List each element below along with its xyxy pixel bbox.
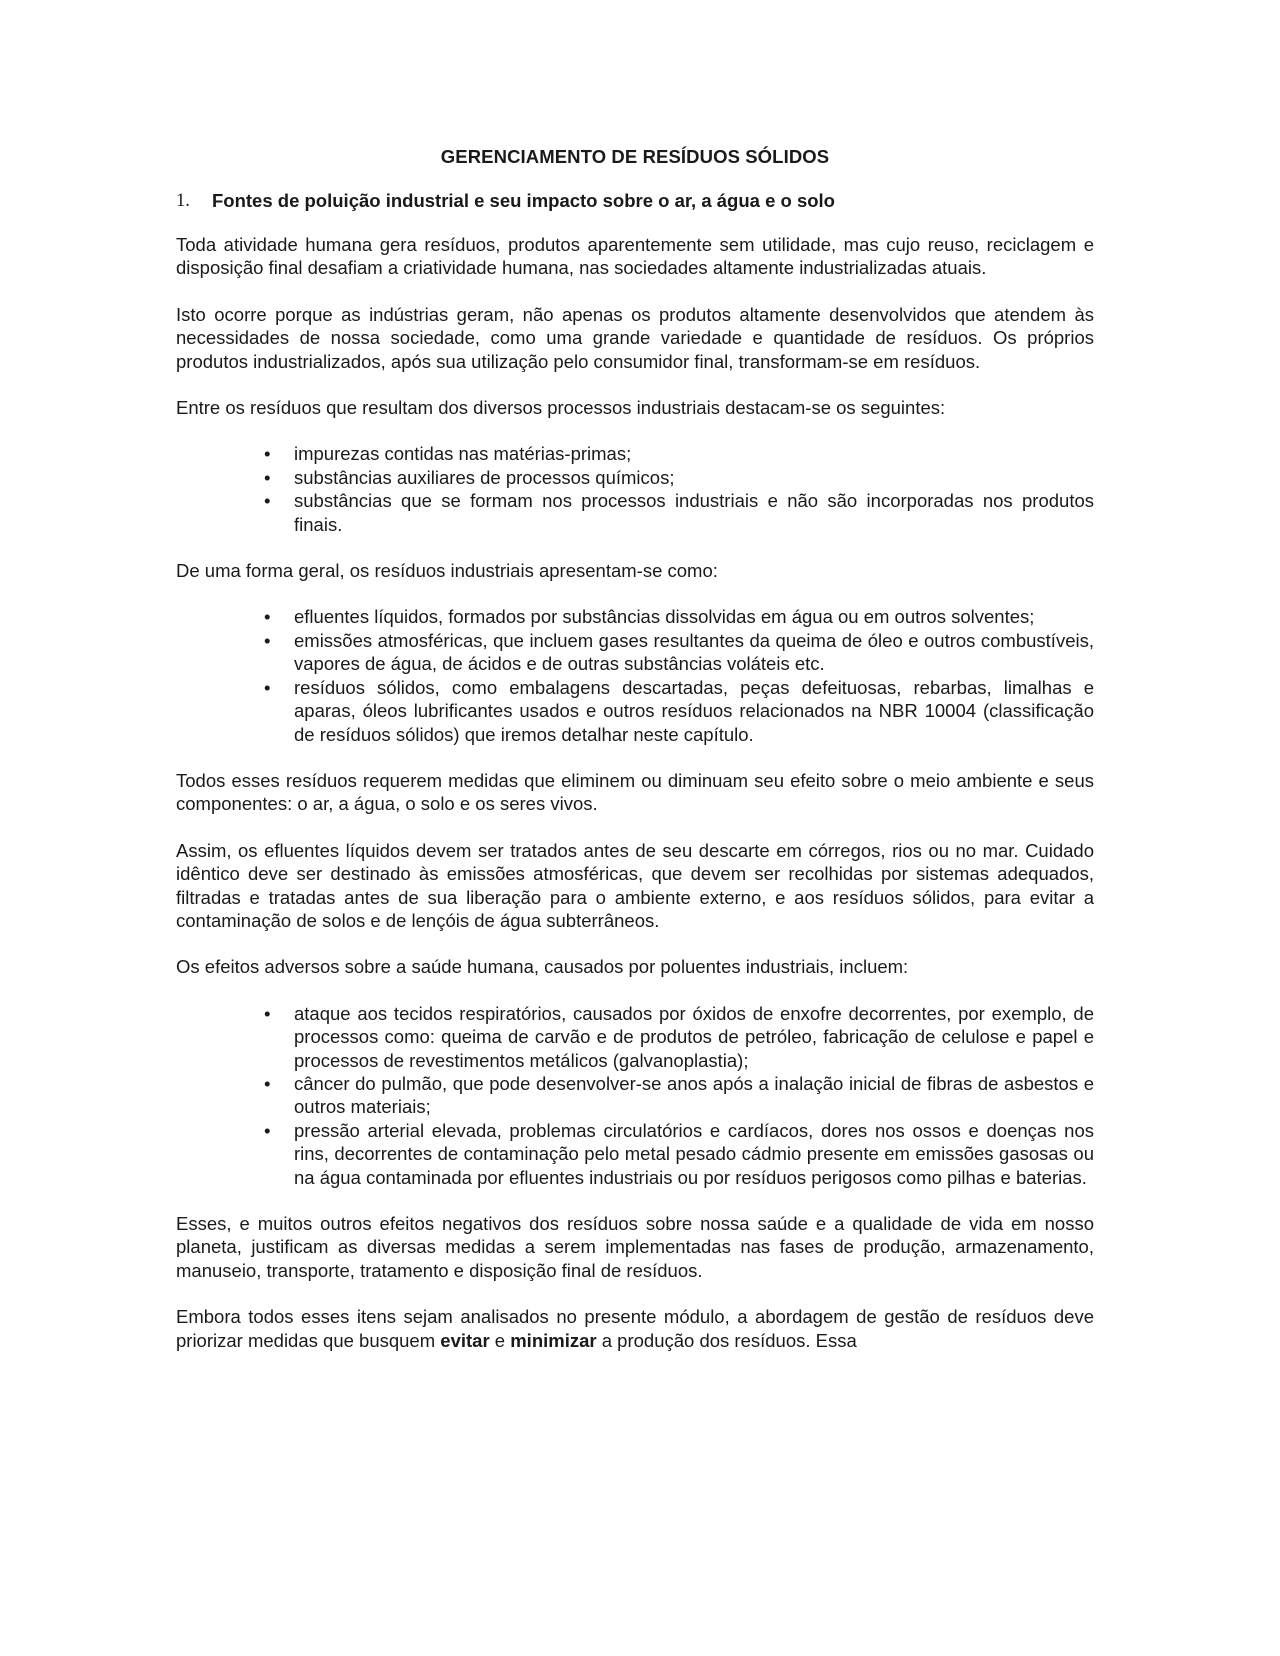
list-item xyxy=(264,466,1094,489)
section-heading xyxy=(176,189,1094,213)
section-title: Fontes de poluição industrial e seu impacto sobre o ar, a água e o solo xyxy=(212,190,835,211)
list-waste-forms xyxy=(176,605,1094,745)
bullet-icon: • xyxy=(264,629,271,651)
list-item-text: resíduos sólidos, como embalagens descartadas, peças defeituosas, rebarbas, limalhas e aparas, óleos lubrificantes usados e outros resíduos relacionados na NBR 10004 (classificação de resíduos sólidos) que iremos detalhar neste capítulo. xyxy=(294,676,1094,745)
bullet-icon: • xyxy=(264,1002,271,1024)
bullet-icon: • xyxy=(264,676,271,698)
paragraph-9-text-2: e xyxy=(489,1329,511,1351)
emphasis-minimizar: minimizar xyxy=(510,1329,597,1351)
list-item xyxy=(264,1119,1094,1189)
list-item xyxy=(264,442,1094,465)
paragraph-1: Toda atividade humana gera resíduos, produtos aparentemente sem utilidade, mas cujo reuso, reciclagem e disposição final desafiam a criatividade humana, nas sociedades altamente industrializadas atuais. xyxy=(176,234,1094,279)
paragraph-8: Esses, e muitos outros efeitos negativos dos resíduos sobre nossa saúde e a qualidade de vida em nosso planeta, justificam as diversas medidas a serem implementadas nas fases de produção, armazenamento, manuseio, transporte, tratamento e disposição final de resíduos. xyxy=(176,1213,1094,1281)
document-page xyxy=(176,145,1094,1375)
list-item-text: substâncias auxiliares de processos químicos; xyxy=(294,466,675,488)
list-item xyxy=(264,489,1094,536)
bullet-icon: • xyxy=(264,490,271,512)
bullet-icon: • xyxy=(264,1119,271,1141)
paragraph-9-text-1: Embora todos esses itens sejam analisados no presente módulo, a abordagem de gestão de resíduos deve priorizar medidas que busquem xyxy=(176,1306,1094,1351)
paragraph-9 xyxy=(176,1305,1094,1352)
bullet-icon: • xyxy=(264,443,271,465)
paragraph-4: De uma forma geral, os resíduos industriais apresentam-se como: xyxy=(176,560,718,582)
emphasis-evitar: evitar xyxy=(440,1329,490,1351)
list-health-effects xyxy=(176,1002,1094,1189)
section-number: 1. xyxy=(176,191,190,211)
paragraph-9-text-3: a produção dos resíduos. Essa xyxy=(596,1329,857,1351)
bullet-icon: • xyxy=(264,466,271,488)
list-item xyxy=(264,629,1094,676)
list-item xyxy=(264,605,1094,628)
list-item-text: impurezas contidas nas matérias-primas; xyxy=(294,443,632,465)
list-item xyxy=(264,1002,1094,1072)
list-item xyxy=(264,676,1094,746)
paragraph-2: Isto ocorre porque as indústrias geram, não apenas os produtos altamente desenvolvidos que atendem às necessidades de nossa sociedade, como uma grande variedade e quantidade de resíduos. Os próprios produtos industrializados, após sua utilização pelo consumidor final, transformam-se em resíduos. xyxy=(176,303,1094,372)
list-item-text: ataque aos tecidos respiratórios, causados por óxidos de enxofre decorrentes, por exemplo, de processos como: queima de carvão e de produtos de petróleo, fabricação de celulose e papel e processos de revestimentos metálicos (galvanoplastia); xyxy=(294,1002,1094,1071)
paragraph-7: Os efeitos adversos sobre a saúde humana, causados por poluentes industriais, incluem: xyxy=(176,956,909,978)
document-title: GERENCIAMENTO DE RESÍDUOS SÓLIDOS xyxy=(440,146,830,167)
paragraph-3: Entre os resíduos que resultam dos diversos processos industriais destacam-se os seguintes: xyxy=(176,397,946,419)
list-item-text: efluentes líquidos, formados por substâncias dissolvidas em água ou em outros solventes; xyxy=(294,606,1035,628)
list-item-text: substâncias que se formam nos processos industriais e não são incorporadas nos produtos finais. xyxy=(294,490,1094,535)
bullet-icon: • xyxy=(264,606,271,628)
paragraph-5: Todos esses resíduos requerem medidas que eliminem ou diminuam seu efeito sobre o meio ambiente e seus componentes: o ar, a água, o solo e os seres vivos. xyxy=(176,769,1094,815)
list-item xyxy=(264,1072,1094,1119)
bullet-icon: • xyxy=(264,1072,271,1094)
list-waste-sources xyxy=(176,442,1094,536)
list-item-text: pressão arterial elevada, problemas circulatórios e cardíacos, dores nos ossos e doenças nos rins, decorrentes de contaminação pelo metal pesado cádmio presente em emissões gasosas ou na água contaminada por efluentes industriais ou por resíduos perigosos como pilhas e baterias. xyxy=(294,1119,1094,1188)
paragraph-6: Assim, os efluentes líquidos devem ser tratados antes de seu descarte em córregos, rios ou no mar. Cuidado idêntico deve ser destinado às emissões atmosféricas, que devem ser recolhidas por sistemas adequados, filtradas e tratadas antes de sua liberação para o ambiente externo, e aos resíduos sólidos, para evitar a contaminação de solos e de lençóis de água subterrâneos. xyxy=(176,839,1094,931)
list-item-text: câncer do pulmão, que pode desenvolver-se anos após a inalação inicial de fibras de asbestos e outros materiais; xyxy=(294,1072,1094,1118)
list-item-text: emissões atmosféricas, que incluem gases resultantes da queima de óleo e outros combustíveis, vapores de água, de ácidos e de outras substâncias voláteis etc. xyxy=(294,629,1094,675)
